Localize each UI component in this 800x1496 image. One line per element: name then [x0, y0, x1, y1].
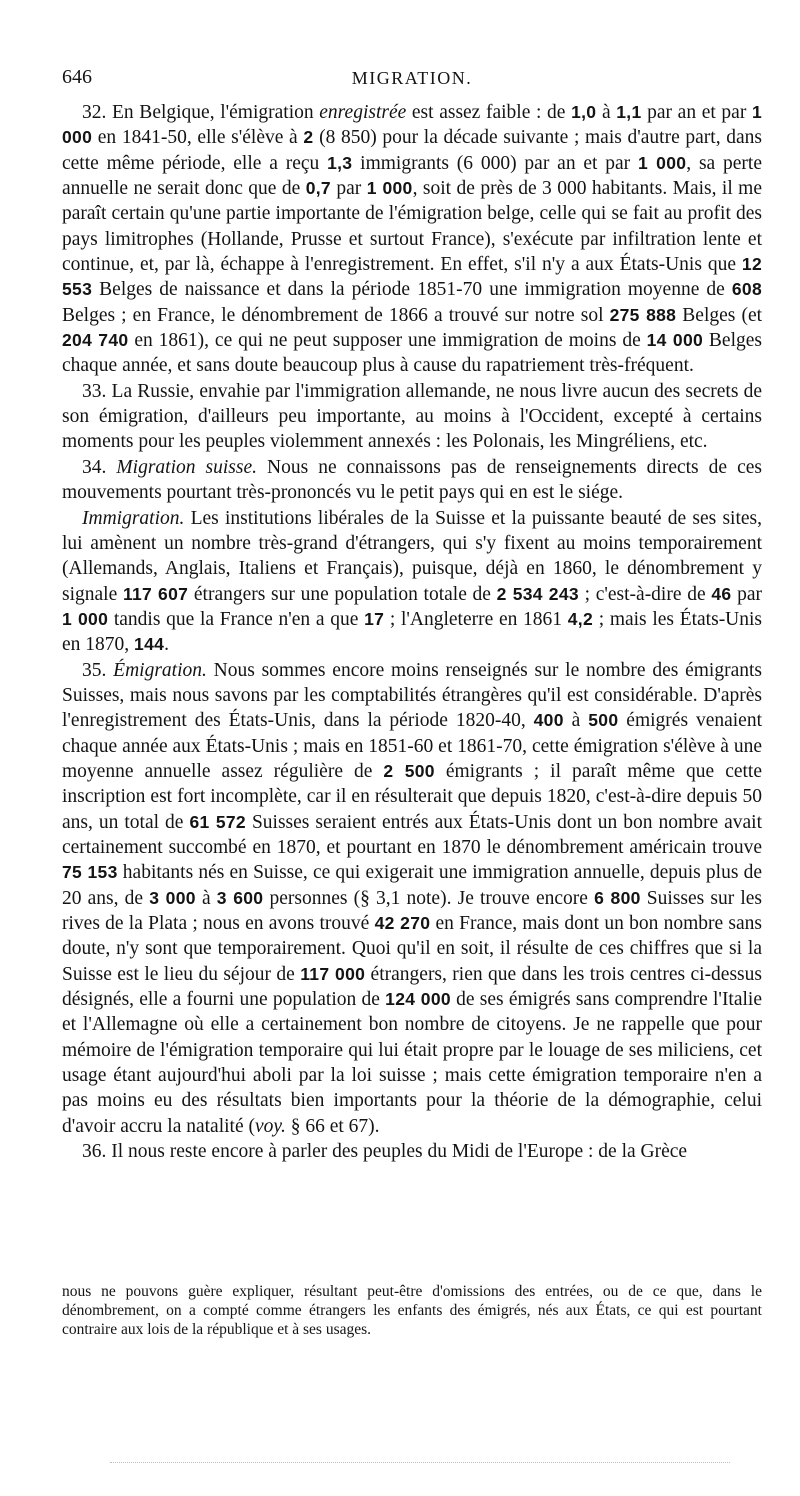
paragraph-36-midi [62, 1139, 762, 1164]
text-run: par [731, 583, 762, 605]
text-run: en 1861), ce qui ne peut supposer une immigration de moins de [128, 330, 647, 352]
text-run: 35. [82, 659, 114, 681]
text-run: Suisses sur les rives de la Plata ; nous en avons trouvé [62, 887, 763, 934]
text-run: 32. En Belgique, l'émigration [82, 102, 320, 123]
text-run: est assez faible : de [406, 102, 572, 123]
paragraph-32-belgique [62, 100, 762, 379]
text-run: Suisses seraient entrés aux États-Unis dont un bon nombre avait certainement succombé en 1870, et pourtant en 1870 le dénombrement américain trouve [62, 811, 763, 858]
figure-value: 1,1 [616, 102, 642, 122]
text-run: 34. [82, 456, 117, 478]
text-run: habitants nés en Suisse, ce qui exigerait une immigration annuelle, depuis plus de 20 ans, de [62, 862, 762, 909]
text-run: tandis que la France n'en a que [108, 608, 365, 630]
figure-value: 1,0 [571, 102, 597, 122]
text-run: en 1841-50, elle s'élève à [92, 127, 304, 149]
text-run: personnes (§ 3,1 note). Je trouve encore [263, 887, 595, 909]
figure-value: 14 000 [646, 330, 704, 351]
running-title: MIGRATION. [351, 68, 473, 88]
text-run: étrangers, rien que dans les trois centres ci-dessus désignés, elle a fourni une population de [62, 963, 762, 1011]
figure-value: 1 000 [62, 102, 762, 148]
figure-value: 204 740 [62, 330, 129, 351]
figure-value: 46 [711, 583, 732, 604]
bottom-rule [110, 1462, 730, 1463]
figure-value: 1 000 [62, 608, 109, 629]
page-number: 646 [62, 66, 92, 88]
figure-value: 61 572 [189, 811, 246, 832]
figure-value: 2 500 [383, 760, 435, 781]
figure-value: 400 [533, 710, 564, 731]
text-run: ; mais les États-Unis en 1870, [62, 608, 763, 656]
text-run: Belges chaque année, et sans doute beaucoup plus à cause du rapatriement très-fréquent. [62, 330, 763, 377]
figure-value: 124 000 [385, 989, 451, 1010]
figure-value: 608 [731, 279, 762, 300]
paragraph-35-emigration [62, 658, 762, 1140]
text-run: émigrants ; il paraît même que cette inscription est fort incomplète, car il en résulterait que depuis 1820, c'est-à-dire depuis 50 ans, un total de [62, 760, 763, 833]
figure-value: 3 000 [149, 887, 196, 908]
italic-text: Immigration. [82, 507, 185, 529]
figure-value: 500 [588, 710, 619, 731]
figure-value: 0,7 [305, 178, 331, 199]
text-run: émigrés venaient chaque année aux États-Unis ; mais en 1851-60 et 1861-70, cette émigration s'élève à une moyenne annuelle assez régulière de [62, 710, 763, 782]
italic-text: Émigration. [113, 659, 207, 681]
figure-value: 42 270 [374, 913, 431, 933]
text-run: Belges ; en France, le dénombrement de 1866 a trouvé sur notre sol [62, 304, 610, 326]
text-run: 36. Il nous reste encore à parler des peuples du Midi de l'Europe : de la Grèce [82, 1141, 688, 1163]
figure-value: 1 000 [638, 152, 687, 173]
text-run: Nous sommes encore moins renseignés sur le nombre des émigrants Suisses, mais nous savons par les comptabilités étrangères qu'il est considérable. D'après l'enregistrement des États-Unis, dans la période 1820-40, [62, 659, 763, 732]
italic-text: Migration suisse. [116, 456, 257, 478]
text-run: 33. La Russie, envahie par l'immigration allemande, ne nous livre aucun des secrets de son émigration, d'ailleurs peu importante, au moins à l'Occident, excepté à certains moments pour les peuples violemment annexés : les Polonais, les Mingréliens, etc. [62, 380, 762, 453]
text-run: (8 850) pour la décade suivante ; mais d'autre part, dans cette même période, elle a reçu [62, 127, 762, 174]
text-run: , soit de près de 3 000 habitants. Mais, il me paraît certain qu'une partie importante de l'émigration belge, celle qui se fait au profit des pays limitrophes (Hollande, Prusse et surtout France), s'exécute par infiltration lente et continue, et, par là, échappe à l'enregistrement. En effet, s'il n'y a aux États-Unis que [62, 178, 763, 276]
figure-value: 2 534 243 [496, 583, 579, 604]
text-run: § 66 et 67). [285, 1115, 380, 1137]
footnote [62, 1282, 762, 1339]
text-run: à [195, 887, 217, 909]
figure-value: 1,3 [327, 152, 353, 173]
figure-value: 275 888 [609, 304, 677, 325]
paragraph-34-migration-suisse [62, 455, 762, 506]
figure-value: 117 000 [300, 963, 366, 984]
figure-value: 4,2 [567, 608, 593, 629]
text-run: immigrants (6 000) par an et par [352, 152, 639, 174]
figure-value: 144 [134, 634, 165, 655]
text-run: à [596, 102, 617, 123]
figure-value: 2 [303, 127, 314, 148]
figure-value: 6 800 [594, 887, 641, 908]
italic-text: enregistrée [319, 102, 407, 123]
body-text [62, 100, 762, 1164]
text-run: en France, mais dont un bon nombre sans doute, n'y sont que temporairement. Quoi qu'il en soit, il résulte de ces chiffres que si la Suisse est le lieu du séjour de [62, 913, 762, 985]
figure-value: 1 000 [366, 178, 413, 199]
italic-text: voy. [255, 1115, 286, 1137]
footnote-text: nous ne pouvons guère expliquer, résultant peut-être d'omissions des entrées, ou de ce que, dans le dénombrement, on a compté comme étrangers les enfants des émigrés, nés aux États, ce qui est pourtant contraire aux lois de la république et à ses usages. [62, 1283, 762, 1338]
figure-value: 3 600 [216, 887, 264, 908]
figure-value: 17 [364, 608, 385, 629]
figure-value: 75 153 [62, 862, 118, 883]
text-run: . [164, 634, 170, 656]
text-run: , sa perte annuelle ne serait donc que de [62, 152, 763, 200]
text-run: Les institutions libérales de la Suisse et la puissante beauté de ses sites, lui amènent un nombre très-grand d'étrangers, qui s'y fixent au moins temporairement (Allemands, Anglais, Italiens et Français), puisque, déjà en 1860, le dénombrement y signale [62, 507, 762, 605]
paragraph-33-russie [62, 379, 762, 455]
figure-value: 117 607 [122, 583, 189, 604]
text-run: à [563, 710, 589, 732]
text-run: Nous ne connaissons pas de renseignements directs de ces mouvements pourtant très-prononcés vu le petit pays qui en est le siége. [62, 456, 762, 504]
text-run: ; l'Angleterre en 1861 [384, 608, 568, 630]
text-run: ; c'est-à-dire de [578, 583, 712, 605]
text-run: par [330, 178, 367, 200]
text-run: étrangers sur une population totale de [188, 583, 497, 605]
figure-value: 12 553 [62, 254, 762, 300]
text-run: Belges de naissance et dans la période 1851-70 une immigration moyenne de [92, 279, 732, 301]
text-run: de ses émigrés sans comprendre l'Italie et l'Allemagne où elle a certainement bon nombre de citoyens. Je ne rappelle que pour mémoire de l'émigration temporaire qui lui était propre par le louage de ses miliciens, cet usage étant aujourd'hui aboli par la loi suisse ; mais cette émigration temporaire n'en a pas moins eu des résultats bien importants pour la théorie de la démographie, celui d'avoir accru la natalité ( [62, 989, 762, 1137]
paragraph-immigration [62, 506, 762, 658]
text-run: par an et par [641, 102, 752, 123]
text-run: Belges (et [676, 304, 763, 326]
page-header [62, 66, 762, 96]
